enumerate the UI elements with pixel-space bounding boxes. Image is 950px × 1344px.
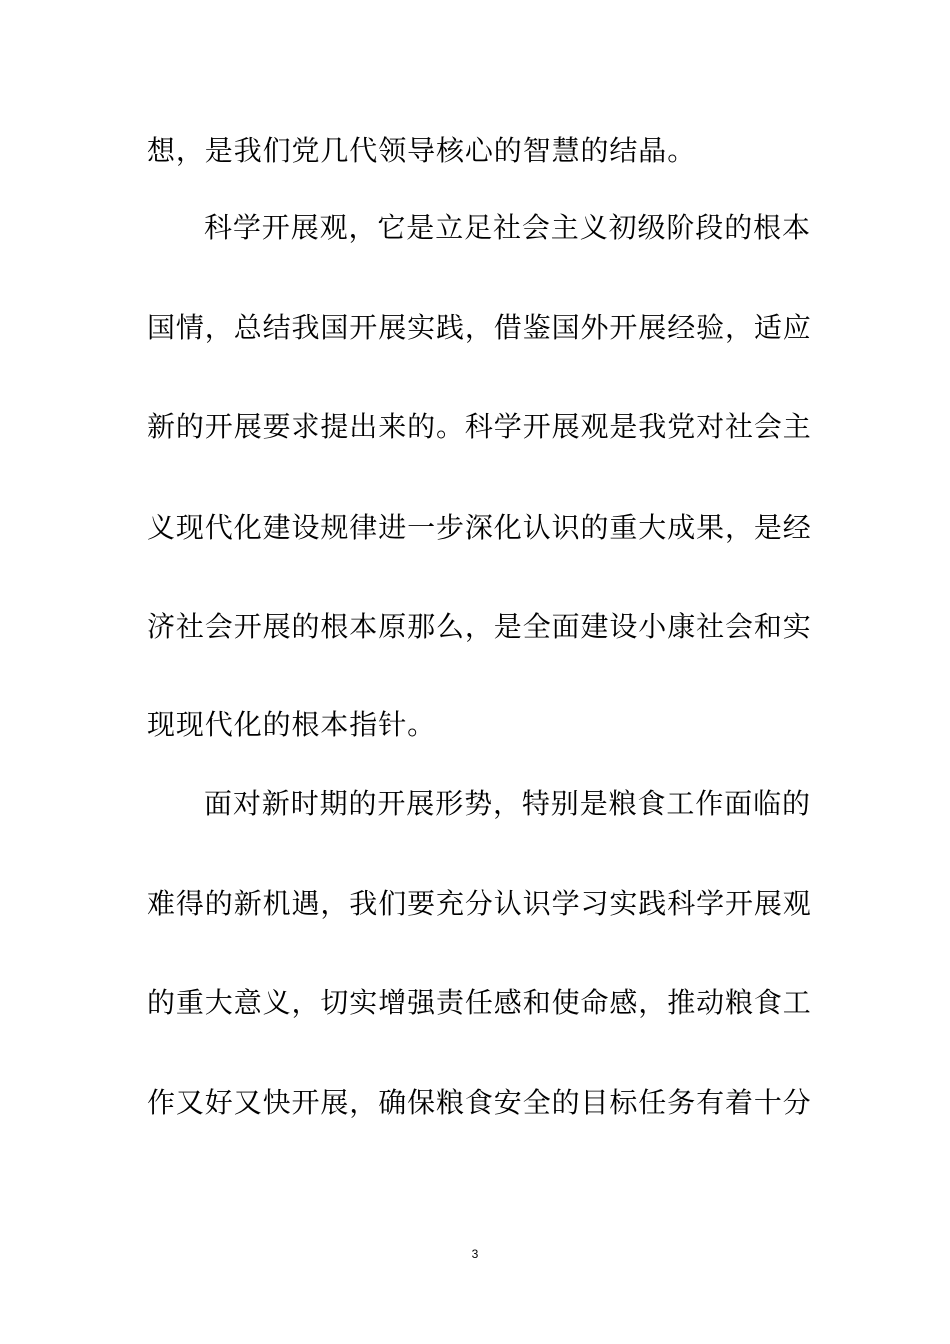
paragraph-start-line: 科学开展观，它是立足社会主义初级阶段的根本 [204,211,811,244]
text-line: 的重大意义，切实增强责任感和使命感，推动粮食工 [147,986,812,1019]
page-number: 3 [471,1247,479,1261]
text-line: 新的开展要求提出来的。科学开展观是我党对社会主 [147,410,812,443]
text-line: 济社会开展的根本原那么，是全面建设小康社会和实 [147,610,812,643]
text-line: 作又好又快开展，确保粮食安全的目标任务有着十分 [147,1086,812,1119]
text-line: 现现代化的根本指针。 [147,708,437,741]
text-line: 义现代化建设规律进一步深化认识的重大成果，是经 [147,511,812,544]
text-line: 难得的新机遇，我们要充分认识学习实践科学开展观 [147,887,812,920]
paragraph-start-line: 面对新时期的开展形势，特别是粮食工作面临的 [204,787,811,820]
text-line: 国情，总结我国开展实践，借鉴国外开展经验，适应 [147,311,812,344]
text-line: 想，是我们党几代领导核心的智慧的结晶。 [147,134,697,167]
